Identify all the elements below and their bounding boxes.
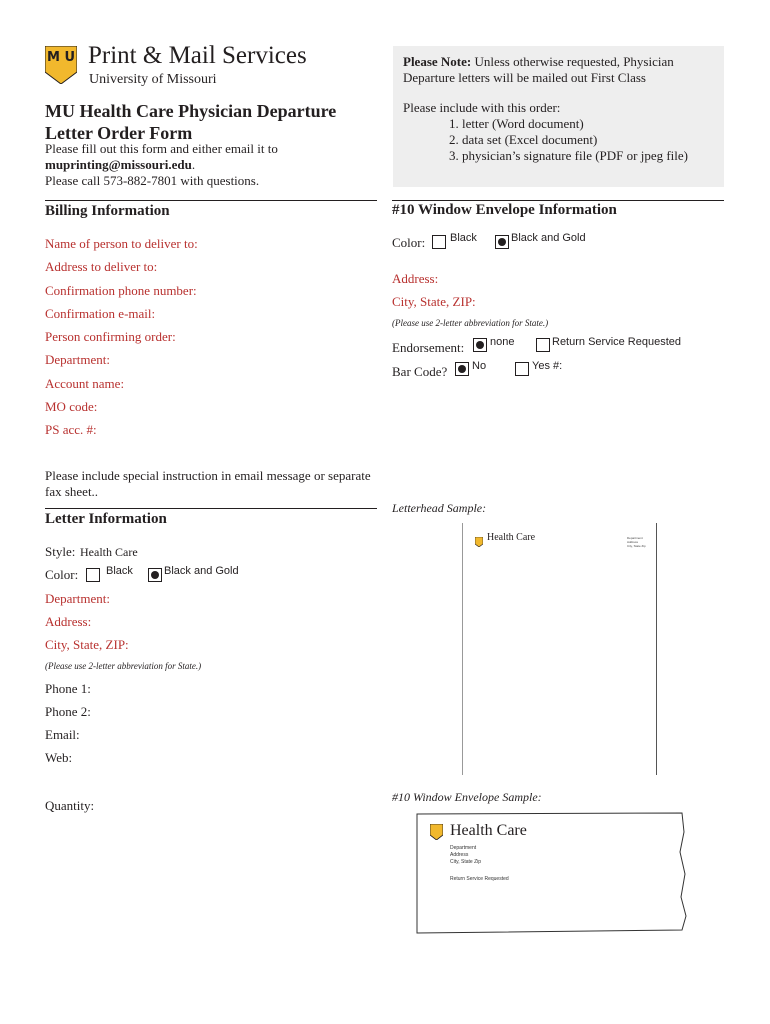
envelope-logo-icon xyxy=(430,824,443,840)
envelope-addr-line: City, State Zip xyxy=(450,859,482,865)
letterhead-brand: Health Care xyxy=(487,532,536,543)
letter-color-black-label: Black xyxy=(106,565,133,577)
envelope-endorsement: Return Service Requested xyxy=(450,876,509,882)
letter-color-label: Color: xyxy=(45,567,79,582)
billing-field-person[interactable]: Person confirming order: xyxy=(45,329,176,344)
barcode-no-checkbox[interactable] xyxy=(455,362,469,376)
letter-style-label: Style: xyxy=(45,544,76,559)
include-title: Please include with this order: xyxy=(403,100,561,115)
letterhead-addr-line: City, State Zip xyxy=(627,544,646,548)
envelope-city-field[interactable]: City, State, ZIP: xyxy=(392,294,476,309)
instructions-line-2 xyxy=(45,157,278,173)
billing-field-account[interactable]: Account name: xyxy=(45,376,125,391)
note-lead: Please Note: xyxy=(403,54,472,69)
brand-subtitle: University of Missouri xyxy=(89,72,217,87)
letterhead-sample xyxy=(462,523,657,775)
logo-mark-text: M U xyxy=(46,50,76,65)
letter-web-field[interactable]: Web: xyxy=(45,750,73,765)
billing-heading: Billing Information xyxy=(45,203,170,219)
barcode-no-label: No xyxy=(472,360,487,372)
envelope-address-field[interactable]: Address: xyxy=(392,271,439,286)
billing-rule xyxy=(45,200,377,201)
note-text-2: Departure letters will be mailed out First Class xyxy=(403,70,646,85)
instructions-line-3: Please call 573-882-7801 with questions. xyxy=(45,173,260,188)
envelope-sample-caption: #10 Window Envelope Sample: xyxy=(392,790,542,804)
barcode-yes-checkbox[interactable] xyxy=(515,362,529,376)
letter-color-gold-label: Black and Gold xyxy=(164,565,239,577)
billing-field-ps-acc[interactable]: PS acc. #: xyxy=(45,422,97,437)
letter-rule xyxy=(45,508,377,509)
letter-address-field[interactable]: Address: xyxy=(45,614,92,629)
page-title xyxy=(45,100,336,144)
letter-phone1-field[interactable]: Phone 1: xyxy=(45,681,91,696)
letterhead-address xyxy=(627,536,646,548)
contact-email-link[interactable]: muprinting@missouri.edu xyxy=(45,157,192,172)
include-item: 2. data set (Excel document) xyxy=(449,132,598,147)
envelope-color-gold-checkbox[interactable] xyxy=(495,235,509,249)
envelope-color-gold-label: Black and Gold xyxy=(511,232,586,244)
endorsement-return-label: Return Service Requested xyxy=(552,336,682,348)
envelope-sample xyxy=(414,812,688,934)
letter-email-field[interactable]: Email: xyxy=(45,727,80,742)
letter-style-value[interactable]: Health Care xyxy=(80,545,138,559)
envelope-addr-line: Address xyxy=(450,852,469,858)
envelope-heading: #10 Window Envelope Information xyxy=(392,202,617,218)
letter-city-field[interactable]: City, State, ZIP: xyxy=(45,637,129,652)
letterhead-sample-caption: Letterhead Sample: xyxy=(392,501,487,515)
endorsement-none-label: none xyxy=(490,336,515,348)
envelope-color-black-label: Black xyxy=(450,232,477,244)
billing-field-deliver-address[interactable]: Address to deliver to: xyxy=(45,259,158,274)
letterhead-addr-line: Address xyxy=(627,540,639,544)
letter-state-note: (Please use 2-letter abbreviation for State.) xyxy=(45,661,202,671)
letterhead-addr-line: Department xyxy=(627,536,643,540)
letter-color-black-checkbox[interactable] xyxy=(86,568,100,582)
letter-color-gold-checkbox[interactable] xyxy=(148,568,162,582)
quantity-field[interactable]: Quantity: xyxy=(45,798,95,813)
include-item: 1. letter (Word document) xyxy=(449,116,584,131)
note-line-1 xyxy=(403,54,674,70)
envelope-rule xyxy=(392,200,724,201)
billing-field-deliver-name[interactable]: Name of person to deliver to: xyxy=(45,236,198,251)
billing-field-department[interactable]: Department: xyxy=(45,352,110,367)
brand-title: Print & Mail Services xyxy=(88,42,307,69)
letter-phone2-field[interactable]: Phone 2: xyxy=(45,704,91,719)
endorsement-none-checkbox[interactable] xyxy=(473,338,487,352)
letter-department-field[interactable]: Department: xyxy=(45,591,110,606)
email-suffix: . xyxy=(191,157,196,172)
special-instructions-2: fax sheet.. xyxy=(45,484,99,499)
note-box xyxy=(393,46,724,187)
title-line-2: Letter Order Form xyxy=(45,123,193,143)
letter-heading: Letter Information xyxy=(45,511,167,527)
form-instructions xyxy=(45,141,278,189)
mu-logo-icon xyxy=(45,46,77,84)
billing-field-email[interactable]: Confirmation e-mail: xyxy=(45,306,156,321)
endorsement-label: Endorsement: xyxy=(392,340,465,355)
instructions-line-1: Please fill out this form and either email it to xyxy=(45,141,278,156)
envelope-color-black-checkbox[interactable] xyxy=(432,235,446,249)
envelope-state-note: (Please use 2-letter abbreviation for State.) xyxy=(392,318,549,328)
envelope-return-address xyxy=(450,845,481,866)
letterhead-logo-icon xyxy=(475,534,483,544)
include-item: 3. physician’s signature file (PDF or jpeg file) xyxy=(449,148,689,163)
barcode-label: Bar Code? xyxy=(392,364,448,379)
billing-field-mo-code[interactable]: MO code: xyxy=(45,399,98,414)
envelope-addr-line: Department xyxy=(450,845,477,851)
note-text-1: Unless otherwise requested, Physician xyxy=(471,54,674,69)
envelope-brand: Health Care xyxy=(450,822,527,839)
title-line-1: MU Health Care Physician Departure xyxy=(45,101,337,121)
barcode-yes-label: Yes #: xyxy=(532,360,563,372)
special-instructions-1: Please include special instruction in email message or separate xyxy=(45,468,371,483)
endorsement-return-checkbox[interactable] xyxy=(536,338,550,352)
envelope-color-label: Color: xyxy=(392,235,426,250)
billing-field-phone[interactable]: Confirmation phone number: xyxy=(45,283,197,298)
